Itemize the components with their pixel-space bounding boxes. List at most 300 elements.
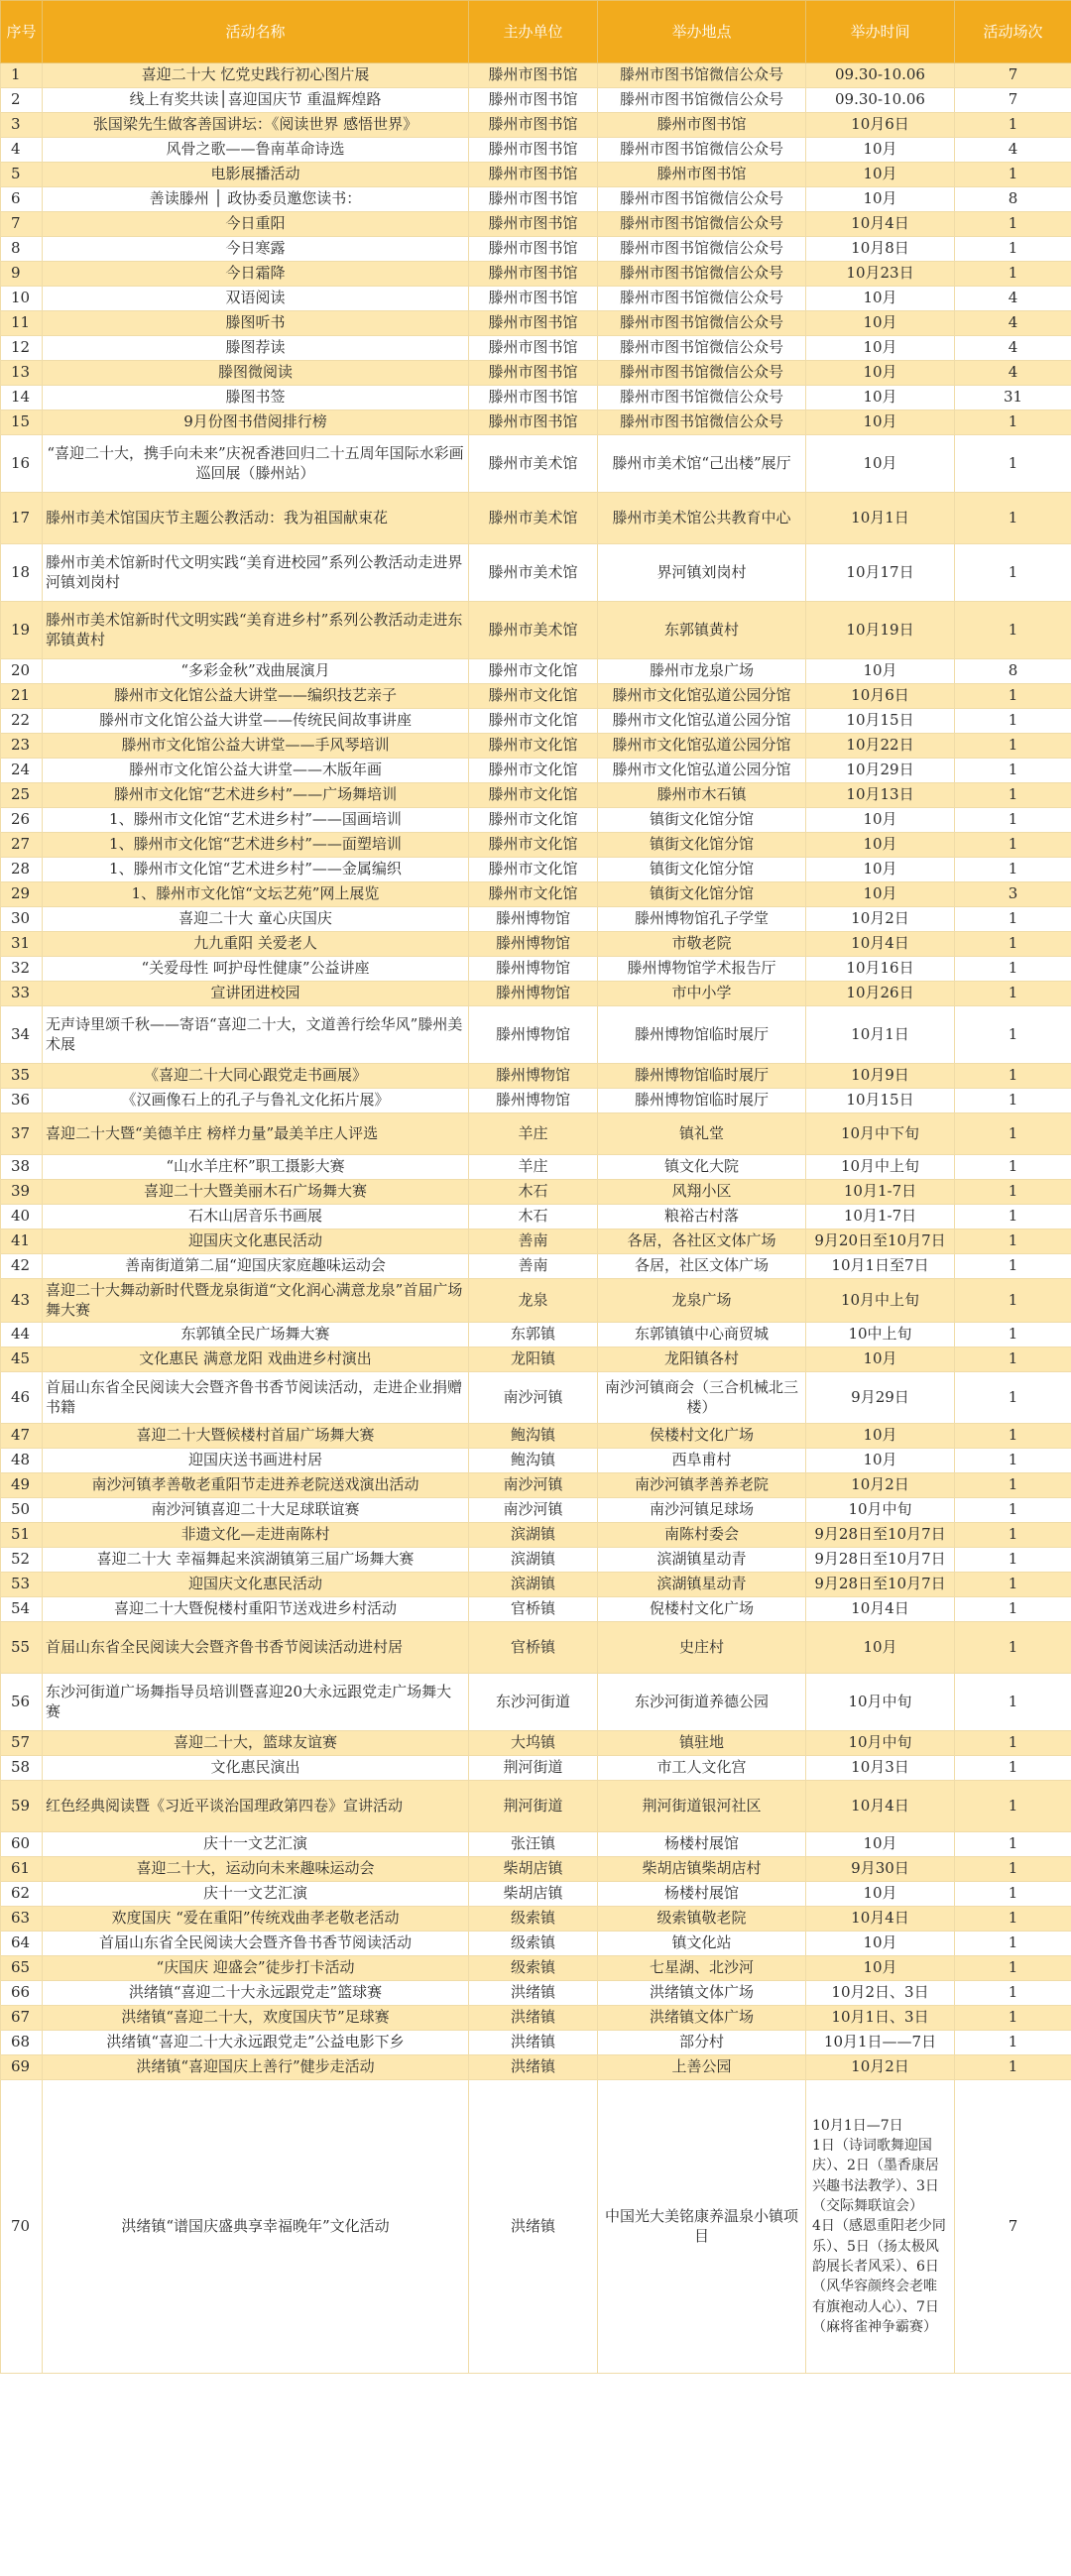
cell-seq: 17 <box>1 493 43 544</box>
cell-seq: 20 <box>1 659 43 684</box>
cell-organizer: 柴胡店镇 <box>469 1857 598 1882</box>
cell-seq: 45 <box>1 1347 43 1372</box>
cell-sessions: 1 <box>955 1622 1071 1674</box>
cell-sessions: 31 <box>955 386 1071 410</box>
cell-venue: 风翔小区 <box>598 1180 806 1205</box>
cell-time: 10月26日 <box>806 982 955 1006</box>
cell-time: 10月22日 <box>806 734 955 759</box>
cell-time: 10月 <box>806 1424 955 1449</box>
cell-sessions: 1 <box>955 709 1071 734</box>
cell-venue: 洪绪镇文体广场 <box>598 1981 806 2006</box>
table-row <box>1 1548 1071 1573</box>
table-row <box>1 858 1071 882</box>
cell-time: 10月9日 <box>806 1064 955 1089</box>
table-row <box>1 1498 1071 1523</box>
table-row <box>1 237 1071 262</box>
cell-organizer: 滕州市图书馆 <box>469 138 598 163</box>
cell-sessions: 1 <box>955 759 1071 783</box>
cell-venue: 滕州市图书馆微信公众号 <box>598 63 806 88</box>
cell-seq: 3 <box>1 113 43 138</box>
cell-time: 9月30日 <box>806 1857 955 1882</box>
cell-seq: 62 <box>1 1882 43 1907</box>
cell-sessions: 1 <box>955 1449 1071 1473</box>
cell-time: 10月4日 <box>806 1597 955 1622</box>
cell-time: 10月 <box>806 1347 955 1372</box>
table-row <box>1 544 1071 602</box>
cell-time: 10月29日 <box>806 759 955 783</box>
cell-seq: 8 <box>1 237 43 262</box>
cell-venue: 各居，社区文体广场 <box>598 1254 806 1279</box>
cell-organizer: 滕州市图书馆 <box>469 63 598 88</box>
table-row <box>1 2055 1071 2080</box>
cell-sessions: 1 <box>955 1323 1071 1347</box>
cell-organizer: 滕州市文化馆 <box>469 882 598 907</box>
cell-venue: 侯楼村文化广场 <box>598 1424 806 1449</box>
cell-seq: 65 <box>1 1956 43 1981</box>
cell-sessions: 1 <box>955 1674 1071 1731</box>
table-row <box>1 2006 1071 2031</box>
cell-seq: 26 <box>1 808 43 833</box>
cell-time: 10月4日 <box>806 932 955 957</box>
cell-venue: 滕州市美术馆“己出楼”展厅 <box>598 435 806 493</box>
cell-organizer: 洪绪镇 <box>469 2031 598 2055</box>
cell-seq: 49 <box>1 1473 43 1498</box>
table-row <box>1 907 1071 932</box>
cell-organizer: 滕州市文化馆 <box>469 858 598 882</box>
cell-activity-name: 9月份图书借阅排行榜 <box>43 410 469 435</box>
table-row <box>1 1523 1071 1548</box>
cell-activity-name: 喜迎二十大舞动新时代暨龙泉街道“文化润心满意龙泉”首届广场舞大赛 <box>43 1279 469 1323</box>
cell-seq: 2 <box>1 88 43 113</box>
cell-venue: 南沙河镇孝善养老院 <box>598 1473 806 1498</box>
cell-time: 10月1日—7日 1日（诗词歌舞迎国庆）、2日（墨香康居兴趣书法教学）、3日（交际舞联谊会） 4日（感恩重阳老少同乐）、5日（扬太极风韵展长者风采）、6日（风华容颜终会老唯有旗袍动人心）、7日（麻将雀神争霸赛） <box>806 2080 955 2374</box>
table-row <box>1 1279 1071 1323</box>
cell-sessions: 1 <box>955 1981 1071 2006</box>
cell-organizer: 滕州市图书馆 <box>469 113 598 138</box>
cell-organizer: 荆河街道 <box>469 1756 598 1781</box>
cell-time: 10月 <box>806 410 955 435</box>
cell-venue: 龙阳镇各村 <box>598 1347 806 1372</box>
cell-sessions: 4 <box>955 138 1071 163</box>
cell-sessions: 8 <box>955 187 1071 212</box>
table-row <box>1 262 1071 287</box>
table-row <box>1 386 1071 410</box>
cell-seq: 46 <box>1 1372 43 1424</box>
cell-seq: 27 <box>1 833 43 858</box>
cell-seq: 61 <box>1 1857 43 1882</box>
cell-seq: 67 <box>1 2006 43 2031</box>
cell-venue: 滕州市文化馆弘道公园分馆 <box>598 684 806 709</box>
cell-sessions: 1 <box>955 684 1071 709</box>
cell-venue: 滕州市龙泉广场 <box>598 659 806 684</box>
cell-activity-name: 首届山东省全民阅读大会暨齐鲁书香节阅读活动进村居 <box>43 1622 469 1674</box>
cell-venue: 杨楼村展馆 <box>598 1882 806 1907</box>
cell-activity-name: 《喜迎二十大同心跟党走书画展》 <box>43 1064 469 1089</box>
cell-activity-name: 喜迎二十大暨候楼村首届广场舞大赛 <box>43 1424 469 1449</box>
cell-activity-name: 滕州市文化馆公益大讲堂——手风琴培训 <box>43 734 469 759</box>
cell-activity-name: 喜迎二十大暨“美德羊庄 榜样力量”最美羊庄人评选 <box>43 1113 469 1155</box>
cell-organizer: 龙泉 <box>469 1279 598 1323</box>
cell-seq: 6 <box>1 187 43 212</box>
cell-activity-name: 滕州市美术馆新时代文明实践“美育进乡村”系列公教活动走进东郭镇黄村 <box>43 602 469 659</box>
cell-organizer: 滕州市图书馆 <box>469 361 598 386</box>
cell-time: 10月 <box>806 808 955 833</box>
cell-sessions: 4 <box>955 361 1071 386</box>
cell-sessions: 1 <box>955 113 1071 138</box>
cell-venue: 滕州市图书馆微信公众号 <box>598 212 806 237</box>
cell-activity-name: 迎国庆送书画进村居 <box>43 1449 469 1473</box>
cell-sessions: 1 <box>955 1254 1071 1279</box>
cell-venue: 界河镇刘岗村 <box>598 544 806 602</box>
cell-organizer: 东沙河街道 <box>469 1674 598 1731</box>
cell-seq: 31 <box>1 932 43 957</box>
cell-sessions: 1 <box>955 2006 1071 2031</box>
cell-venue: 滕州市图书馆微信公众号 <box>598 138 806 163</box>
cell-activity-name: 滕州市文化馆公益大讲堂——木版年画 <box>43 759 469 783</box>
cell-time: 10月 <box>806 163 955 187</box>
cell-activity-name: 首届山东省全民阅读大会暨齐鲁书香节阅读活动 <box>43 1932 469 1956</box>
table-row <box>1 410 1071 435</box>
table-row <box>1 1064 1071 1089</box>
cell-time: 10月2日 <box>806 1473 955 1498</box>
cell-time: 9月20日至10月7日 <box>806 1229 955 1254</box>
cell-sessions: 1 <box>955 783 1071 808</box>
table-row <box>1 1932 1071 1956</box>
table-row <box>1 659 1071 684</box>
cell-time: 10月 <box>806 1449 955 1473</box>
cell-activity-name: 喜迎二十大 忆党史践行初心图片展 <box>43 63 469 88</box>
cell-time: 10月 <box>806 435 955 493</box>
cell-sessions: 1 <box>955 237 1071 262</box>
cell-seq: 48 <box>1 1449 43 1473</box>
cell-seq: 69 <box>1 2055 43 2080</box>
cell-organizer: 洪绪镇 <box>469 1981 598 2006</box>
cell-venue: 镇街文化馆分馆 <box>598 858 806 882</box>
cell-activity-name: 洪绪镇“喜迎二十大永远跟党走”篮球赛 <box>43 1981 469 2006</box>
cell-time: 10月1日 <box>806 493 955 544</box>
cell-organizer: 羊庄 <box>469 1155 598 1180</box>
cell-venue: 滕州市文化馆弘道公园分馆 <box>598 734 806 759</box>
cell-time: 10月13日 <box>806 783 955 808</box>
cell-organizer: 洪绪镇 <box>469 2080 598 2374</box>
table-row <box>1 336 1071 361</box>
cell-organizer: 滕州市文化馆 <box>469 783 598 808</box>
cell-activity-name: 洪绪镇“喜迎国庆上善行”健步走活动 <box>43 2055 469 2080</box>
cell-activity-name: 1、滕州市文化馆“艺术进乡村”——国画培训 <box>43 808 469 833</box>
cell-activity-name: 滕州市美术馆国庆节主题公教活动：我为祖国献束花 <box>43 493 469 544</box>
table-row <box>1 1347 1071 1372</box>
cell-seq: 28 <box>1 858 43 882</box>
cell-venue: 滕州博物馆临时展厅 <box>598 1064 806 1089</box>
cell-venue: 东郭镇镇中心商贸城 <box>598 1323 806 1347</box>
cell-sessions: 1 <box>955 858 1071 882</box>
cell-activity-name: 线上有奖共读│喜迎国庆节 重温辉煌路 <box>43 88 469 113</box>
cell-activity-name: 洪绪镇“喜迎二十大永远跟党走”公益电影下乡 <box>43 2031 469 2055</box>
cell-time: 10中上旬 <box>806 1323 955 1347</box>
header-organizer: 主办单位 <box>469 1 598 63</box>
table-row <box>1 882 1071 907</box>
cell-sessions: 1 <box>955 1006 1071 1064</box>
table-row <box>1 1622 1071 1674</box>
table-row <box>1 833 1071 858</box>
cell-time: 10月 <box>806 1622 955 1674</box>
cell-activity-name: 喜迎二十大 幸福舞起来滨湖镇第三届广场舞大赛 <box>43 1548 469 1573</box>
cell-venue: 部分村 <box>598 2031 806 2055</box>
cell-sessions: 1 <box>955 957 1071 982</box>
cell-venue: 七星湖、北沙河 <box>598 1956 806 1981</box>
cell-time: 10月中上旬 <box>806 1155 955 1180</box>
cell-activity-name: 1、滕州市文化馆“艺术进乡村”——面塑培训 <box>43 833 469 858</box>
cell-organizer: 滕州市图书馆 <box>469 212 598 237</box>
cell-organizer: 南沙河镇 <box>469 1372 598 1424</box>
cell-organizer: 滕州市美术馆 <box>469 435 598 493</box>
cell-seq: 36 <box>1 1089 43 1113</box>
table-row <box>1 1907 1071 1932</box>
cell-organizer: 羊庄 <box>469 1113 598 1155</box>
cell-organizer: 滕州市图书馆 <box>469 237 598 262</box>
cell-time: 10月 <box>806 659 955 684</box>
table-row <box>1 1981 1071 2006</box>
cell-activity-name: 善读滕州 │ 政协委员邀您读书： <box>43 187 469 212</box>
cell-seq: 42 <box>1 1254 43 1279</box>
table-row <box>1 361 1071 386</box>
table-row <box>1 1882 1071 1907</box>
cell-seq: 38 <box>1 1155 43 1180</box>
cell-activity-name: 南沙河镇喜迎二十大足球联谊赛 <box>43 1498 469 1523</box>
table-row <box>1 1473 1071 1498</box>
cell-sessions: 1 <box>955 1498 1071 1523</box>
table-row <box>1 684 1071 709</box>
table-row <box>1 1597 1071 1622</box>
cell-organizer: 滕州市美术馆 <box>469 493 598 544</box>
cell-sessions: 1 <box>955 2031 1071 2055</box>
cell-venue: 滕州市图书馆微信公众号 <box>598 88 806 113</box>
cell-activity-name: 洪绪镇“谱国庆盛典享幸福晚年”文化活动 <box>43 2080 469 2374</box>
cell-activity-name: “多彩金秋”戏曲展演月 <box>43 659 469 684</box>
cell-venue: 史庄村 <box>598 1622 806 1674</box>
table-row <box>1 113 1071 138</box>
table-row <box>1 138 1071 163</box>
cell-sessions: 7 <box>955 88 1071 113</box>
cell-activity-name: “山水羊庄杯”职工摄影大赛 <box>43 1155 469 1180</box>
cell-activity-name: 红色经典阅读暨《习近平谈治国理政第四卷》宣讲活动 <box>43 1781 469 1832</box>
cell-activity-name: 《汉画像石上的孔子与鲁礼文化拓片展》 <box>43 1089 469 1113</box>
cell-venue: 镇街文化馆分馆 <box>598 808 806 833</box>
cell-activity-name: 滕图荐读 <box>43 336 469 361</box>
table-row <box>1 1155 1071 1180</box>
cell-organizer: 滕州市文化馆 <box>469 659 598 684</box>
cell-time: 10月4日 <box>806 212 955 237</box>
table-row <box>1 1254 1071 1279</box>
cell-activity-name: 庆十一文艺汇演 <box>43 1882 469 1907</box>
cell-sessions: 1 <box>955 1956 1071 1981</box>
cell-venue: 南沙河镇足球场 <box>598 1498 806 1523</box>
cell-activity-name: 无声诗里颂千秋——寄语“喜迎二十大，文道善行绘华风”滕州美术展 <box>43 1006 469 1064</box>
cell-seq: 24 <box>1 759 43 783</box>
cell-organizer: 大坞镇 <box>469 1731 598 1756</box>
cell-sessions: 1 <box>955 1832 1071 1857</box>
cell-time: 10月1日、3日 <box>806 2006 955 2031</box>
table-row <box>1 1372 1071 1424</box>
cell-time: 10月 <box>806 336 955 361</box>
cell-sessions: 1 <box>955 1064 1071 1089</box>
cell-sessions: 1 <box>955 1882 1071 1907</box>
cell-organizer: 柴胡店镇 <box>469 1882 598 1907</box>
cell-seq: 59 <box>1 1781 43 1832</box>
cell-sessions: 1 <box>955 1205 1071 1229</box>
cell-time: 10月2日、3日 <box>806 1981 955 2006</box>
table-row <box>1 1089 1071 1113</box>
cell-activity-name: “庆国庆 迎盛会”徒步打卡活动 <box>43 1956 469 1981</box>
cell-seq: 21 <box>1 684 43 709</box>
cell-venue: 倪楼村文化广场 <box>598 1597 806 1622</box>
cell-seq: 63 <box>1 1907 43 1932</box>
cell-organizer: 滕州博物馆 <box>469 907 598 932</box>
cell-organizer: 鲍沟镇 <box>469 1424 598 1449</box>
cell-organizer: 龙阳镇 <box>469 1347 598 1372</box>
header-time: 举办时间 <box>806 1 955 63</box>
cell-seq: 4 <box>1 138 43 163</box>
cell-seq: 39 <box>1 1180 43 1205</box>
cell-organizer: 滕州博物馆 <box>469 1089 598 1113</box>
cell-activity-name: 喜迎二十大，运动向未来趣味运动会 <box>43 1857 469 1882</box>
cell-time: 10月2日 <box>806 907 955 932</box>
cell-organizer: 滕州市图书馆 <box>469 311 598 336</box>
cell-venue: 镇礼堂 <box>598 1113 806 1155</box>
cell-seq: 29 <box>1 882 43 907</box>
cell-time: 10月 <box>806 1932 955 1956</box>
cell-seq: 57 <box>1 1731 43 1756</box>
header-sessions: 活动场次 <box>955 1 1071 63</box>
cell-seq: 33 <box>1 982 43 1006</box>
cell-time: 09.30-10.06 <box>806 63 955 88</box>
cell-time: 10月2日 <box>806 2055 955 2080</box>
cell-time: 10月15日 <box>806 709 955 734</box>
cell-venue: 滕州市图书馆微信公众号 <box>598 262 806 287</box>
cell-sessions: 1 <box>955 262 1071 287</box>
cell-time: 10月 <box>806 287 955 311</box>
cell-time: 10月6日 <box>806 113 955 138</box>
cell-venue: 滕州市文化馆弘道公园分馆 <box>598 709 806 734</box>
cell-time: 10月1日——7日 <box>806 2031 955 2055</box>
cell-sessions: 7 <box>955 63 1071 88</box>
cell-sessions: 1 <box>955 410 1071 435</box>
table-header-row <box>1 1 1071 63</box>
cell-time: 10月 <box>806 833 955 858</box>
cell-seq: 47 <box>1 1424 43 1449</box>
table-row <box>1 1449 1071 1473</box>
cell-seq: 40 <box>1 1205 43 1229</box>
cell-venue: 东郭镇黄村 <box>598 602 806 659</box>
cell-sessions: 1 <box>955 602 1071 659</box>
cell-organizer: 滕州市文化馆 <box>469 833 598 858</box>
cell-seq: 66 <box>1 1981 43 2006</box>
cell-organizer: 官桥镇 <box>469 1597 598 1622</box>
table-row <box>1 1731 1071 1756</box>
cell-seq: 7 <box>1 212 43 237</box>
cell-venue: 滕州博物馆学术报告厅 <box>598 957 806 982</box>
cell-venue: 滕州市图书馆微信公众号 <box>598 311 806 336</box>
cell-time: 10月3日 <box>806 1756 955 1781</box>
header-activity-name: 活动名称 <box>43 1 469 63</box>
cell-seq: 50 <box>1 1498 43 1523</box>
cell-organizer: 南沙河镇 <box>469 1498 598 1523</box>
cell-time: 9月28日至10月7日 <box>806 1548 955 1573</box>
cell-activity-name: 喜迎二十大暨倪楼村重阳节送戏进乡村活动 <box>43 1597 469 1622</box>
cell-activity-name: 宣讲团进校园 <box>43 982 469 1006</box>
cell-time: 10月 <box>806 882 955 907</box>
table-row <box>1 1205 1071 1229</box>
cell-activity-name: 石木山居音乐书画展 <box>43 1205 469 1229</box>
cell-seq: 14 <box>1 386 43 410</box>
cell-venue: 镇街文化馆分馆 <box>598 882 806 907</box>
cell-organizer: 木石 <box>469 1180 598 1205</box>
cell-sessions: 1 <box>955 1155 1071 1180</box>
cell-seq: 15 <box>1 410 43 435</box>
table-row <box>1 88 1071 113</box>
cell-activity-name: 迎国庆文化惠民活动 <box>43 1573 469 1597</box>
cell-sessions: 1 <box>955 212 1071 237</box>
cell-venue: 市敬老院 <box>598 932 806 957</box>
table-row <box>1 709 1071 734</box>
cell-sessions: 1 <box>955 1548 1071 1573</box>
cell-time: 9月28日至10月7日 <box>806 1573 955 1597</box>
cell-venue: 滨湖镇星动青 <box>598 1573 806 1597</box>
table-row <box>1 1857 1071 1882</box>
cell-activity-name: 滕图听书 <box>43 311 469 336</box>
cell-seq: 43 <box>1 1279 43 1323</box>
cell-seq: 60 <box>1 1832 43 1857</box>
cell-time: 10月 <box>806 386 955 410</box>
cell-organizer: 滕州市图书馆 <box>469 262 598 287</box>
cell-time: 10月中旬 <box>806 1674 955 1731</box>
cell-venue: 滕州市图书馆 <box>598 163 806 187</box>
cell-sessions: 1 <box>955 493 1071 544</box>
cell-seq: 53 <box>1 1573 43 1597</box>
cell-time: 10月 <box>806 138 955 163</box>
cell-organizer: 滕州市图书馆 <box>469 410 598 435</box>
cell-activity-name: 滕图书签 <box>43 386 469 410</box>
cell-seq: 55 <box>1 1622 43 1674</box>
cell-venue: 滕州市图书馆微信公众号 <box>598 336 806 361</box>
cell-time: 10月1日至7日 <box>806 1254 955 1279</box>
table-row <box>1 63 1071 88</box>
cell-organizer: 张汪镇 <box>469 1832 598 1857</box>
cell-sessions: 1 <box>955 907 1071 932</box>
cell-time: 10月16日 <box>806 957 955 982</box>
table-row <box>1 435 1071 493</box>
table-row <box>1 493 1071 544</box>
cell-venue: 东沙河街道养德公园 <box>598 1674 806 1731</box>
cell-sessions: 1 <box>955 1424 1071 1449</box>
cell-organizer: 滕州博物馆 <box>469 1064 598 1089</box>
cell-venue: 滕州市图书馆 <box>598 113 806 138</box>
cell-seq: 12 <box>1 336 43 361</box>
cell-seq: 44 <box>1 1323 43 1347</box>
cell-organizer: 官桥镇 <box>469 1622 598 1674</box>
cell-sessions: 1 <box>955 1781 1071 1832</box>
cell-seq: 19 <box>1 602 43 659</box>
cell-venue: 级索镇敬老院 <box>598 1907 806 1932</box>
cell-seq: 35 <box>1 1064 43 1089</box>
table-row <box>1 1956 1071 1981</box>
cell-seq: 30 <box>1 907 43 932</box>
cell-organizer: 滕州博物馆 <box>469 932 598 957</box>
cell-time: 10月6日 <box>806 684 955 709</box>
cell-activity-name: 善南街道第二届“迎国庆家庭趣味运动会 <box>43 1254 469 1279</box>
cell-activity-name: 迎国庆文化惠民活动 <box>43 1229 469 1254</box>
cell-organizer: 善南 <box>469 1229 598 1254</box>
